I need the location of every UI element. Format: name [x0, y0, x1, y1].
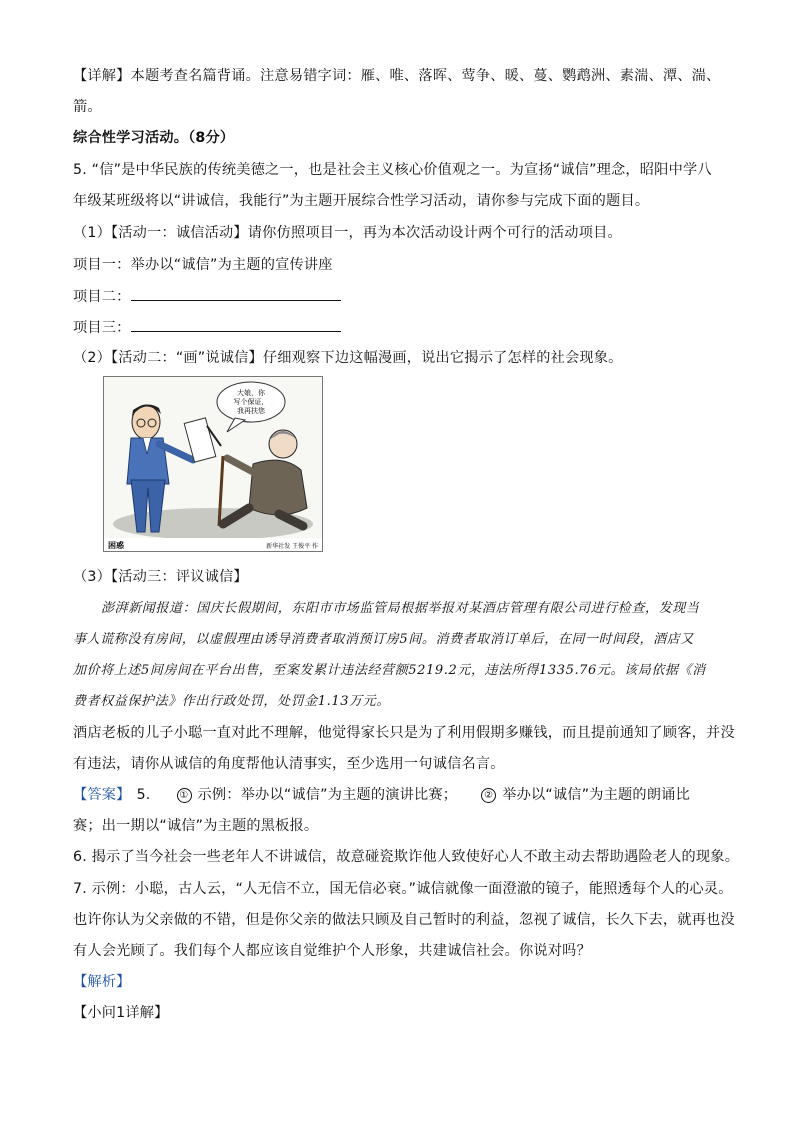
answer-6: 6. 揭示了当今社会一些老年人不讲诚信，故意碰瓷欺诈他人致使好心人不敢主动去帮助遇险老人的现象。: [73, 849, 740, 865]
bubble-line-2: 写个保证，: [233, 398, 269, 406]
answer-label: 【答案】: [73, 787, 131, 803]
project-3-blank: [131, 317, 341, 332]
bubble-line-1: 大娘，你: [237, 389, 265, 397]
section-heading: 综合性学习活动。（8分）: [73, 130, 235, 146]
sub-question-1: （1）【活动一：诚信活动】请你仿照项目一，再为本次活动设计两个可行的活动项目。: [73, 225, 622, 241]
project-2: [73, 286, 341, 307]
project-2-label: 项目二：: [73, 289, 131, 305]
analysis-label: 【解析】: [73, 974, 131, 990]
answer-7-line-2: 也许你认为父亲做的不错，但是你父亲的做法只顾及自己暂时的利益，忽视了诚信，长久下去，就再也没: [73, 912, 735, 928]
answer-circle-1: ①: [177, 788, 192, 803]
answer-line-2: 赛；出一期以“诚信”为主题的黑板报。: [73, 818, 319, 834]
answer-7-line-3: 有人会光顾了。我们每个人都应该自觉维护个人形象，共建诚信社会。你说对吗？: [73, 943, 591, 959]
answer-item-2: 举办以“诚信”为主题的朗诵比: [502, 787, 690, 803]
cartoon-image: [103, 376, 323, 552]
project-3: [73, 317, 341, 338]
reflection-line-1: 酒店老板的儿子小聪一直对此不理解，他觉得家长只是为了利用假期多赚钱，而且提前通知了顾客，并没: [73, 725, 735, 741]
cartoon-caption-credit: 新华社发 王俊平 作: [266, 543, 318, 550]
cartoon-caption-title: 困惑: [108, 541, 124, 550]
answer-7-line-1: 7. 示例：小聪，古人云，“人无信不立，国无信必衰。”诚信就像一面澄澈的镜子，能照透每个人的心灵。: [73, 881, 733, 897]
answer-number: 5.: [136, 787, 151, 803]
answer-item-1: 示例：举办以“诚信”为主题的演讲比赛；: [197, 787, 458, 803]
answer-line-1: [73, 785, 690, 805]
news-line-2: 事人谎称没有房间，以虚假理由诱导消费者取消预订房5间。消费者取消订单后，在同一时间段，酒店又: [73, 632, 694, 647]
news-line-1: 澎湃新闻报道：国庆长假期间，东阳市市场监管局根据举报对某酒店管理有限公司进行检查，发现当: [101, 601, 700, 616]
sub-question-3: （3）【活动三：评议诚信】: [73, 569, 248, 585]
news-line-4: 费者权益保护法》作出行政处罚，处罚金1.13万元。: [73, 694, 390, 709]
question-5-line-2: 年级某班级将以“讲诚信，我能行”为主题开展综合性学习活动，请你参与完成下面的题目。: [73, 193, 650, 209]
project-3-label: 项目三：: [73, 320, 131, 336]
bubble-line-3: 我再扶您: [237, 407, 265, 415]
sub-question-2: （2）【活动二：“画”说诚信】仔细观察下边这幅漫画，说出它揭示了怎样的社会现象。: [73, 350, 623, 366]
project-2-blank: [131, 286, 341, 301]
project-1: 项目一：举办以“诚信”为主题的宣传讲座: [73, 257, 333, 273]
news-line-3: 加价将上述5间房间在平台出售，至案发累计违法经营额5219.2元，违法所得1335.76元。该局依据《消: [73, 663, 706, 678]
reflection-line-2: 有违法，请你从诚信的角度帮他认清事实，至少选用一句诚信名言。: [73, 756, 505, 772]
sub-question-1-detail: 【小问1详解】: [73, 1005, 169, 1021]
question-5-line-1: 5. “信”是中华民族的传统美德之一，也是社会主义核心价值观之一。为宣扬“诚信”理念，昭阳中学八: [73, 162, 712, 178]
detail-line-1: 【详解】本题考查名篇背诵。注意易错字词：雁、唯、落晖、莺争、暖、蔓、鹦鹉洲、素湍、潭、湍、: [73, 68, 721, 84]
answer-circle-2: ②: [481, 788, 496, 803]
detail-line-2: 箭。: [73, 99, 102, 115]
